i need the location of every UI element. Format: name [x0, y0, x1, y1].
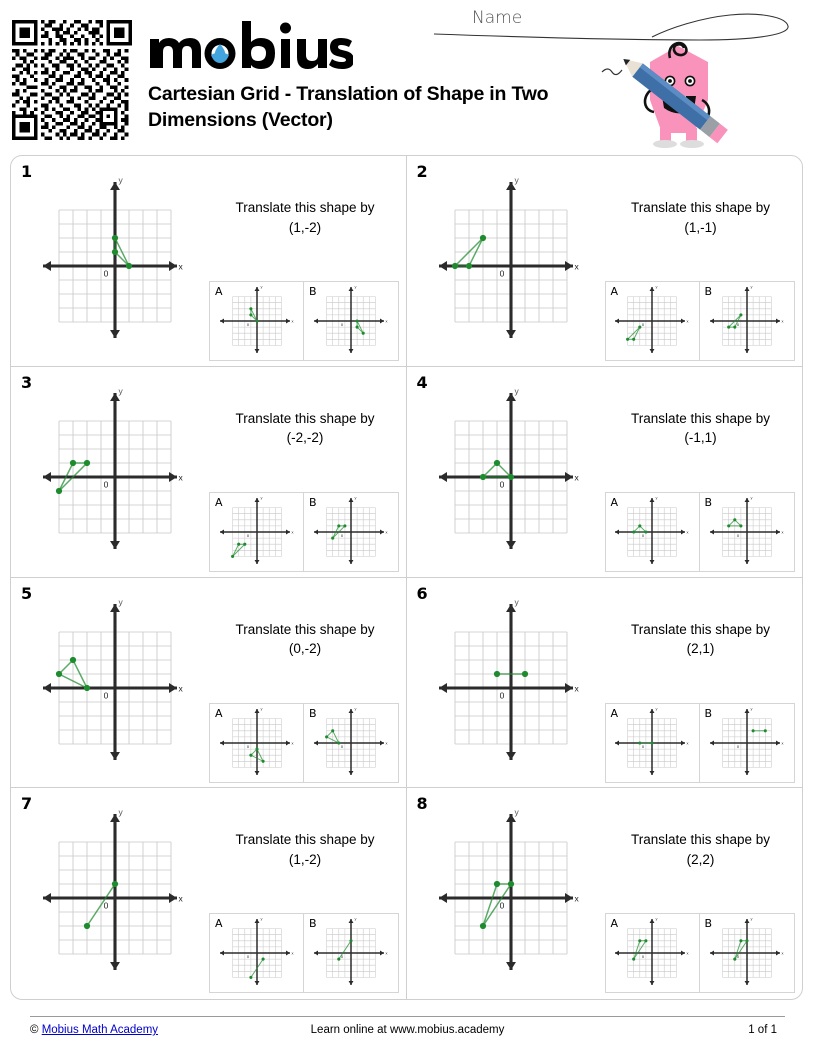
question-cell-6	[407, 578, 803, 789]
option-b-label: B	[704, 917, 713, 931]
svg-text:x: x	[781, 318, 783, 324]
mobius-wordmark-icon	[148, 19, 353, 71]
mobius-math-academy-link[interactable]: Mobius Math Academy	[41, 1024, 159, 1036]
svg-text:y: y	[514, 176, 519, 185]
main-graph-2[interactable]	[435, 176, 587, 348]
svg-text:0: 0	[499, 690, 504, 701]
option-a[interactable]	[606, 493, 700, 571]
option-a-graph	[218, 707, 296, 779]
option-b-label: B	[309, 917, 317, 931]
question-number: 8	[416, 794, 428, 814]
option-b[interactable]	[700, 282, 794, 360]
svg-text:x: x	[781, 950, 783, 956]
svg-text:0: 0	[103, 479, 109, 490]
question-cell-3	[11, 367, 407, 578]
svg-text:x: x	[385, 529, 388, 535]
page-footer	[0, 1008, 815, 1050]
svg-text:x: x	[385, 318, 388, 324]
svg-text:x: x	[574, 261, 579, 272]
svg-text:y: y	[750, 706, 752, 711]
svg-text:x: x	[574, 893, 579, 904]
option-a-graph	[218, 285, 296, 357]
svg-text:y: y	[655, 917, 658, 922]
prompt-line-1: Translate this shape by	[235, 621, 375, 637]
svg-text:0: 0	[499, 268, 504, 279]
svg-text:y: y	[354, 495, 357, 500]
svg-text:y: y	[354, 706, 357, 711]
main-graph-1[interactable]	[39, 176, 191, 348]
page-title: Cartesian Grid - Translation of Shape in Two Dimensions (Vector)	[148, 83, 549, 131]
svg-text:0: 0	[246, 954, 249, 960]
answer-options	[209, 913, 399, 993]
prompt-line-1: Translate this shape by	[630, 621, 771, 637]
svg-text:y: y	[514, 386, 519, 396]
svg-text:x: x	[178, 472, 183, 483]
question-prompt	[603, 830, 799, 869]
footer-center-text: Learn online at www.mobius.academy	[310, 1024, 505, 1036]
main-graph-5[interactable]	[39, 598, 191, 770]
question-number: 3	[21, 372, 33, 392]
option-b[interactable]	[304, 493, 398, 571]
prompt-vector: (-1,1)	[684, 430, 717, 446]
svg-text:0: 0	[641, 954, 645, 960]
svg-text:y: y	[750, 917, 752, 922]
answer-options	[605, 492, 795, 572]
option-b-label: B	[704, 495, 713, 509]
svg-text:y: y	[260, 706, 262, 711]
prompt-vector: (-2,-2)	[286, 430, 324, 446]
option-b[interactable]	[700, 493, 794, 571]
option-b-graph	[708, 707, 786, 779]
prompt-vector: (1,-1)	[684, 219, 717, 235]
svg-text:0: 0	[340, 322, 344, 327]
option-b-label: B	[309, 495, 317, 509]
option-b-graph	[312, 285, 390, 357]
prompt-vector: (2,1)	[686, 641, 715, 657]
svg-text:0: 0	[246, 322, 249, 327]
svg-text:y: y	[260, 917, 262, 922]
question-cell-5	[11, 578, 407, 789]
question-prompt	[207, 830, 403, 869]
prompt-vector: (1,-2)	[288, 219, 322, 235]
option-b-label: B	[309, 706, 317, 720]
option-b-graph	[708, 496, 786, 568]
main-graph-3[interactable]	[39, 387, 191, 559]
svg-text:y: y	[655, 495, 658, 500]
footer-divider	[30, 1016, 785, 1017]
svg-text:y: y	[354, 917, 357, 922]
option-a-label: A	[610, 917, 619, 931]
option-a[interactable]	[210, 914, 304, 992]
svg-text:0: 0	[736, 954, 739, 960]
svg-text:0: 0	[340, 532, 344, 538]
svg-text:x: x	[385, 740, 388, 746]
svg-text:x: x	[178, 683, 183, 694]
svg-text:0: 0	[103, 268, 109, 279]
svg-text:x: x	[178, 893, 183, 904]
name-label: Name	[472, 8, 523, 28]
svg-text:y: y	[118, 386, 123, 396]
prompt-vector: (0,-2)	[288, 641, 322, 657]
option-b-label: B	[704, 285, 713, 298]
option-a-label: A	[215, 285, 223, 298]
page-header	[0, 0, 815, 150]
option-a-graph	[610, 285, 691, 357]
option-a-label: A	[215, 706, 223, 720]
question-prompt	[207, 198, 403, 237]
option-a-graph	[610, 917, 691, 989]
svg-text:y: y	[655, 706, 658, 711]
question-number: 2	[416, 162, 428, 181]
svg-text:0: 0	[736, 532, 739, 538]
svg-text:x: x	[686, 529, 689, 535]
svg-text:0: 0	[736, 743, 739, 749]
svg-text:0: 0	[103, 690, 109, 701]
option-b[interactable]	[304, 704, 398, 782]
questions-sheet	[10, 155, 803, 1000]
option-a-label: A	[610, 285, 619, 298]
question-prompt	[603, 620, 799, 659]
option-b[interactable]	[700, 704, 794, 782]
option-b[interactable]	[700, 914, 794, 992]
svg-text:0: 0	[736, 322, 739, 327]
svg-text:0: 0	[340, 743, 344, 749]
question-prompt	[603, 198, 799, 237]
svg-text:x: x	[781, 529, 783, 535]
option-a-graph	[610, 706, 691, 779]
question-cell-7	[11, 788, 407, 999]
option-a-graph	[218, 496, 296, 568]
option-a-label: A	[215, 917, 223, 931]
question-cell-8	[407, 788, 803, 999]
option-a-label: A	[215, 495, 223, 509]
option-b-graph	[312, 496, 390, 568]
svg-text:y: y	[655, 285, 658, 289]
answer-options	[605, 281, 795, 361]
option-a[interactable]	[606, 704, 700, 782]
svg-text:y: y	[118, 597, 123, 607]
svg-text:0: 0	[246, 743, 249, 749]
option-b-graph	[708, 285, 786, 357]
question-prompt	[207, 620, 403, 659]
answer-options	[209, 281, 399, 361]
svg-text:0: 0	[641, 532, 645, 538]
option-b-label: B	[309, 285, 317, 298]
answer-options	[605, 913, 795, 993]
answer-options	[209, 492, 399, 572]
option-a[interactable]	[606, 282, 700, 360]
option-b-graph	[312, 917, 390, 989]
option-b[interactable]	[304, 914, 398, 992]
mascot-illustration	[598, 28, 748, 150]
question-number: 4	[416, 372, 428, 392]
svg-text:y: y	[118, 808, 123, 818]
option-a[interactable]	[210, 704, 304, 782]
svg-text:x: x	[686, 950, 689, 956]
option-b-graph	[708, 917, 786, 989]
option-a-label: A	[610, 706, 619, 720]
svg-text:x: x	[385, 950, 388, 956]
option-b[interactable]	[304, 282, 398, 360]
prompt-vector: (1,-2)	[288, 851, 322, 867]
answer-options	[209, 703, 399, 783]
question-number: 7	[21, 794, 33, 814]
svg-text:y: y	[514, 808, 519, 818]
prompt-line-1: Translate this shape by	[630, 200, 771, 215]
svg-text:0: 0	[103, 900, 109, 911]
question-number: 1	[21, 162, 33, 181]
svg-text:0: 0	[246, 532, 249, 538]
prompt-line-1: Translate this shape by	[235, 832, 375, 848]
main-graph-7[interactable]	[39, 808, 191, 980]
svg-text:x: x	[574, 683, 579, 694]
main-graph-6[interactable]	[435, 598, 587, 770]
option-a-graph	[218, 917, 296, 989]
prompt-line-1: Translate this shape by	[235, 200, 375, 215]
svg-text:x: x	[781, 740, 783, 746]
svg-text:0: 0	[340, 954, 344, 960]
option-b-graph	[312, 707, 390, 779]
option-a[interactable]	[210, 282, 304, 360]
question-number: 6	[416, 583, 428, 603]
svg-text:0: 0	[641, 322, 645, 327]
question-prompt	[603, 409, 799, 448]
svg-text:y: y	[260, 285, 262, 289]
main-graph-4[interactable]	[435, 387, 587, 559]
svg-text:0: 0	[641, 743, 645, 749]
question-cell-4	[407, 367, 803, 578]
svg-text:x: x	[574, 472, 579, 483]
svg-text:y: y	[514, 597, 519, 607]
option-b-label: B	[704, 706, 713, 720]
prompt-vector: (2,2)	[686, 851, 715, 867]
svg-text:y: y	[118, 176, 123, 185]
svg-text:x: x	[291, 740, 293, 746]
prompt-line-1: Translate this shape by	[630, 832, 771, 848]
svg-text:y: y	[750, 285, 752, 289]
footer-page-number: 1 of 1	[748, 1024, 777, 1036]
option-a-graph	[610, 495, 691, 568]
option-a[interactable]	[606, 914, 700, 992]
main-graph-8[interactable]	[435, 808, 587, 980]
svg-text:0: 0	[499, 479, 504, 490]
svg-text:x: x	[178, 261, 183, 272]
question-prompt	[207, 409, 403, 448]
option-a[interactable]	[210, 493, 304, 571]
svg-text:y: y	[260, 495, 262, 500]
option-a-label: A	[610, 495, 619, 509]
question-number: 5	[21, 583, 33, 603]
svg-text:x: x	[686, 318, 689, 324]
question-cell-2	[407, 156, 803, 367]
question-cell-1	[11, 156, 407, 367]
svg-text:x: x	[291, 529, 293, 535]
svg-text:y: y	[750, 495, 752, 500]
prompt-line-1: Translate this shape by	[235, 410, 375, 426]
copyright-symbol: ©	[30, 1024, 39, 1036]
prompt-line-1: Translate this shape by	[630, 410, 771, 426]
svg-text:x: x	[291, 318, 293, 324]
svg-text:x: x	[291, 950, 293, 956]
svg-text:0: 0	[499, 900, 504, 911]
svg-text:x: x	[686, 740, 689, 746]
qr-code	[12, 20, 132, 140]
svg-text:y: y	[354, 285, 357, 289]
answer-options	[605, 703, 795, 783]
